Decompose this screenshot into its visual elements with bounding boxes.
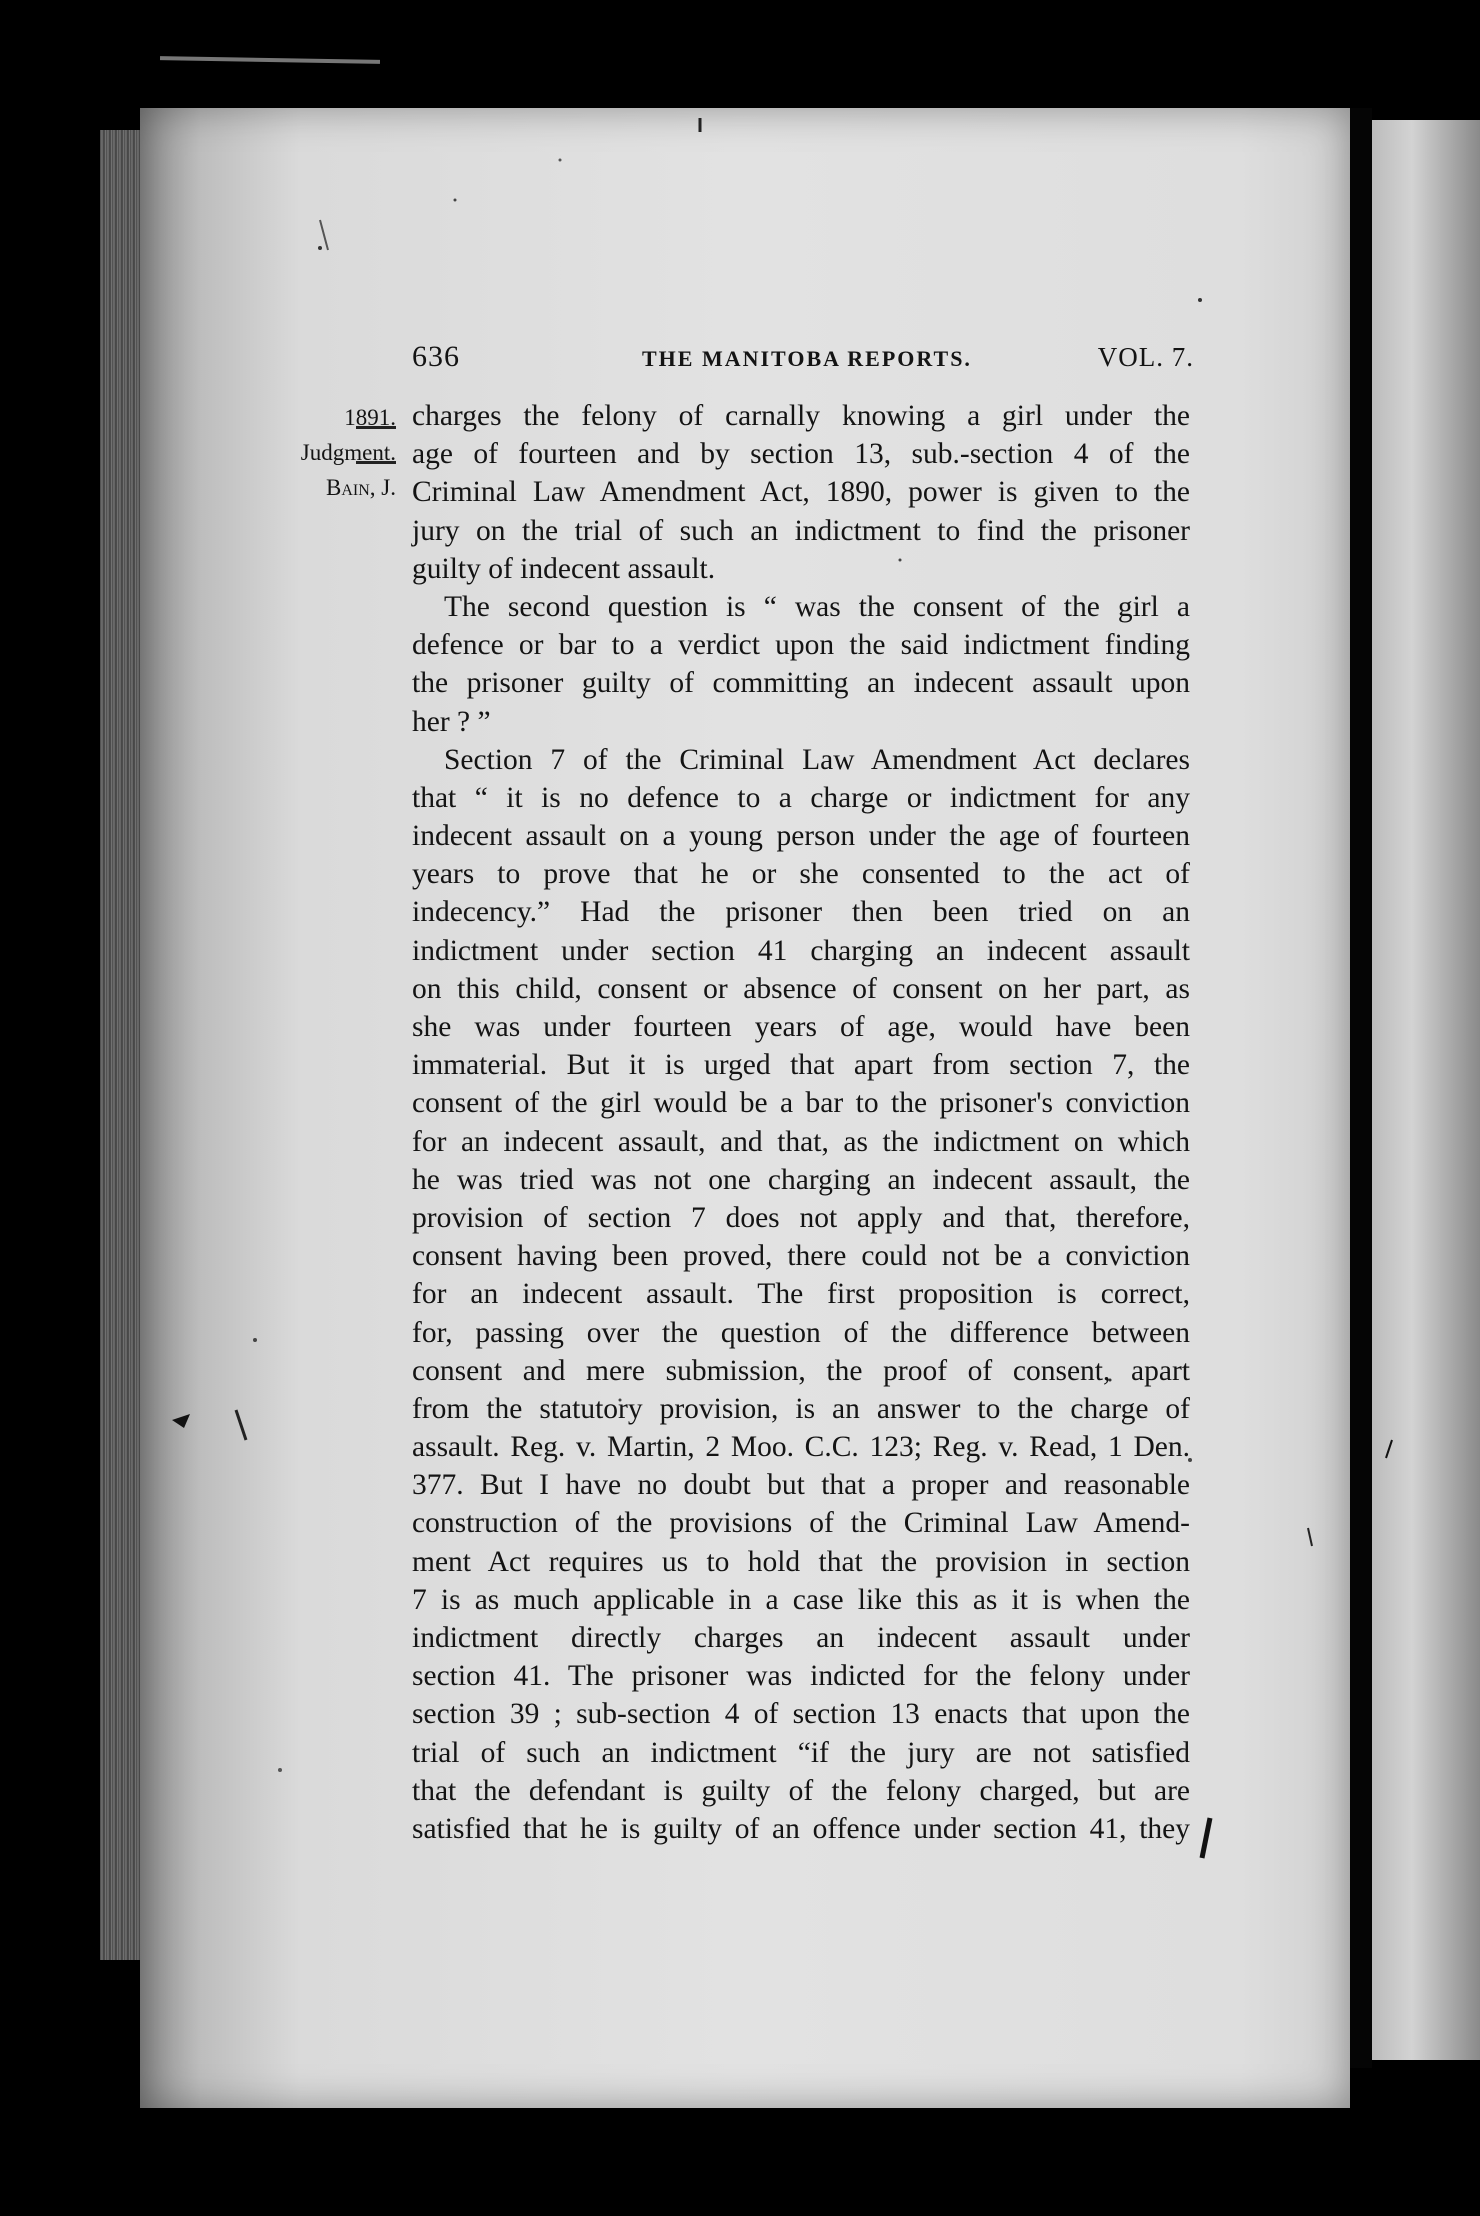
text-line: charges the felony of carnally knowing a girl under the (412, 400, 1190, 432)
running-header (412, 340, 1194, 380)
text-line: indecency.” Had the prisoner then been tried on an (412, 896, 1190, 929)
text-line: The second question is “ was the consent of the girl a (444, 590, 1190, 623)
text-line: the prisoner guilty of committing an indecent assault upon (412, 667, 1190, 700)
text-line: provision of section 7 does not apply and that, therefore, (412, 1201, 1190, 1234)
text-line: immaterial. But it is urged that apart from section 7, the (412, 1049, 1190, 1082)
text-line: Section 7 of the Criminal Law Amendment Act declares (444, 743, 1190, 776)
text-line: he was tried was not one charging an indecent assault, the (412, 1163, 1190, 1196)
text-line: indictment under section 41 charging an indecent assault (412, 934, 1190, 967)
text-line: indictment directly charges an indecent assault under (412, 1622, 1190, 1654)
margin-judge: Bain, J. (326, 475, 396, 500)
text-line: consent having been proved, there could not be a conviction (412, 1240, 1190, 1273)
text-line: section 41. The prisoner was indicted for the felony under (412, 1660, 1190, 1693)
page-number: 636 (412, 340, 460, 373)
text-line: jury on the trial of such an indictment to find the prisoner (412, 514, 1190, 547)
text-line: satisfied that he is guilty of an offence under section 41, they (412, 1812, 1190, 1845)
text-line: for an indecent assault, and that, as the indictment on which (412, 1125, 1190, 1158)
text-line: that “ it is no defence to a charge or indictment for any (412, 781, 1190, 814)
text-line: defence or bar to a verdict upon the said indictment finding (412, 629, 1190, 662)
text-line: consent and mere submission, the proof of consent, apart (412, 1354, 1190, 1387)
text-line: Criminal Law Amendment Act, 1890, power is given to the (412, 476, 1190, 509)
text-line: her ? ” (412, 705, 491, 738)
text-line: for an indecent assault. The first proposition is correct, (412, 1278, 1190, 1311)
judgment-text (412, 397, 1190, 1848)
text-line: age of fourteen and by section 13, sub.-section 4 of the (412, 438, 1190, 471)
text-line: ment Act requires us to hold that the provision in section (412, 1545, 1190, 1578)
text-line: guilty of indecent assault. (412, 552, 716, 585)
text-line: trial of such an indictment “if the jury are not satisfied (412, 1736, 1190, 1769)
text-line: consent of the girl would be a bar to the prisoner's conviction (412, 1087, 1190, 1120)
margin-notes (272, 400, 396, 506)
running-title: THE MANITOBA REPORTS. (642, 346, 972, 371)
text-line: years to prove that he or she consented to the act of (412, 858, 1190, 891)
margin-year: 1891. (344, 405, 396, 430)
text-line: assault. Reg. v. Martin, 2 Moo. C.C. 123; Reg. v. Read, 1 Den. (412, 1431, 1190, 1464)
text-line: indecent assault on a young person under the age of fourteen (412, 820, 1190, 853)
text-line: from the statutory provision, is an answer to the charge of (412, 1392, 1190, 1425)
volume-label: VOL. 7. (1097, 342, 1194, 372)
text-line: construction of the provisions of the Criminal Law Amend- (412, 1507, 1190, 1540)
text-line: that the defendant is guilty of the felony charged, but are (412, 1774, 1190, 1807)
margin-heading: Judgment. (300, 440, 396, 465)
text-line: 377. But I have no doubt but that a proper and reasonable (412, 1469, 1190, 1502)
text-line: on this child, consent or absence of consent on her part, as (412, 972, 1190, 1005)
text-line: for, passing over the question of the difference between (412, 1316, 1190, 1349)
text-line: section 39 ; sub-section 4 of section 13 enacts that upon the (412, 1698, 1190, 1731)
text-line: she was under fourteen years of age, would have been (412, 1011, 1190, 1043)
text-line: 7 is as much applicable in a case like this as it is when the (412, 1583, 1190, 1616)
